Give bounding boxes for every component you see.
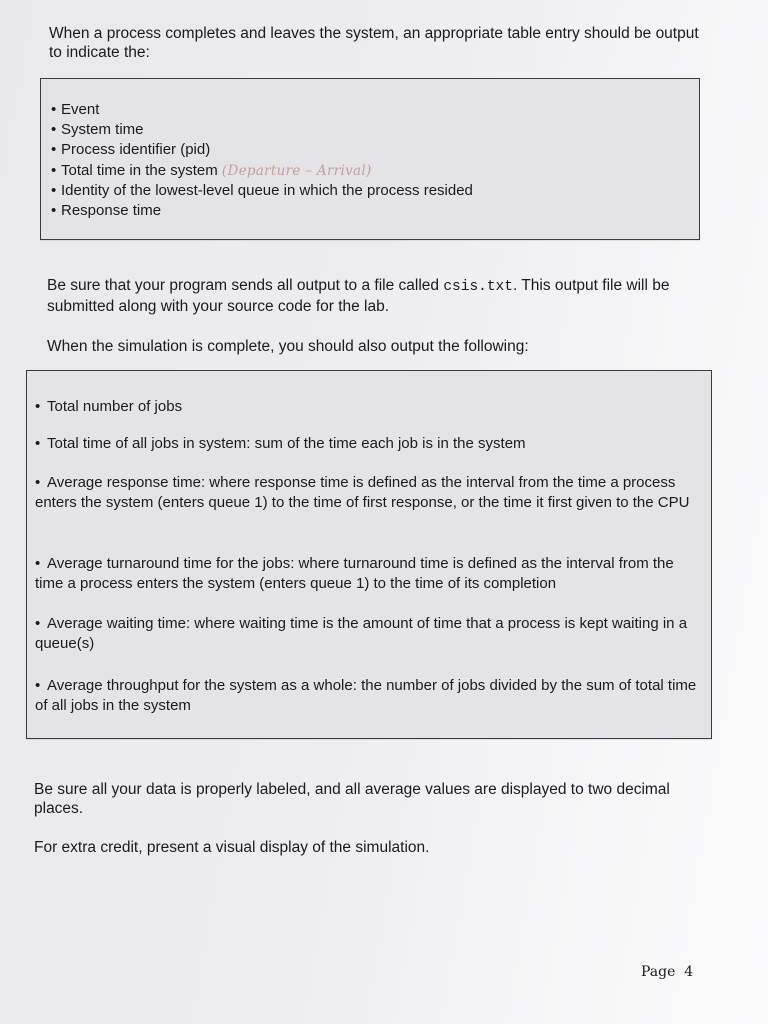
output-filename: csis.txt (443, 279, 513, 295)
output-file-paragraph (47, 276, 687, 316)
list-item: • Total number of jobs (35, 397, 701, 417)
page-number (641, 964, 693, 980)
list-item: • Identity of the lowest-level queue in which the process resided (51, 181, 473, 201)
list-item: • Average throughput for the system as a whole: the number of jobs divided by the sum of total time of all jobs in the system (35, 676, 701, 715)
list-item: • Total time of all jobs in system: sum of the time each job is in the system (35, 434, 701, 454)
handwritten-note: (Departure – Arrival) (221, 162, 372, 179)
page-number-value: 4 (684, 964, 694, 980)
list-item (51, 161, 473, 181)
list-item: • System time (51, 120, 473, 140)
table-entry-box (40, 78, 700, 240)
list-item-text: Total time in the system (61, 161, 218, 179)
simulation-complete-paragraph: When the simulation is complete, you should also output the following: (47, 338, 529, 355)
list-item: • Process identifier (pid) (51, 140, 473, 160)
summary-output-box (26, 370, 712, 739)
list-item: • Response time (51, 201, 473, 221)
table-entry-list (51, 100, 473, 221)
intro-paragraph: When a process completes and leaves the system, an appropriate table entry should be output to indicate the: (49, 25, 699, 61)
list-item: • Average turnaround time for the jobs: where turnaround time is defined as the interval from the time a process enters the system (enters queue 1) to the time of its completion (35, 554, 701, 593)
output-text-after: . This output file will be submitted along with your source code for the lab. (47, 277, 670, 315)
list-item: • Average waiting time: where waiting time is the amount of time that a process is kept waiting in a queue(s) (35, 614, 701, 653)
labeled-data-paragraph: Be sure all your data is properly labeled, and all average values are displayed to two decimal places. (34, 781, 670, 817)
output-text-before: Be sure that your program sends all output to a file called (47, 277, 444, 294)
list-item: • Average response time: where response time is defined as the interval from the time a process enters the system (enters queue 1) to the time of first response, or the time it first given to the CPU (35, 473, 701, 512)
extra-credit-paragraph: For extra credit, present a visual display of the simulation. (34, 839, 430, 856)
list-item: • Event (51, 100, 473, 120)
page-label: Page (641, 964, 676, 980)
